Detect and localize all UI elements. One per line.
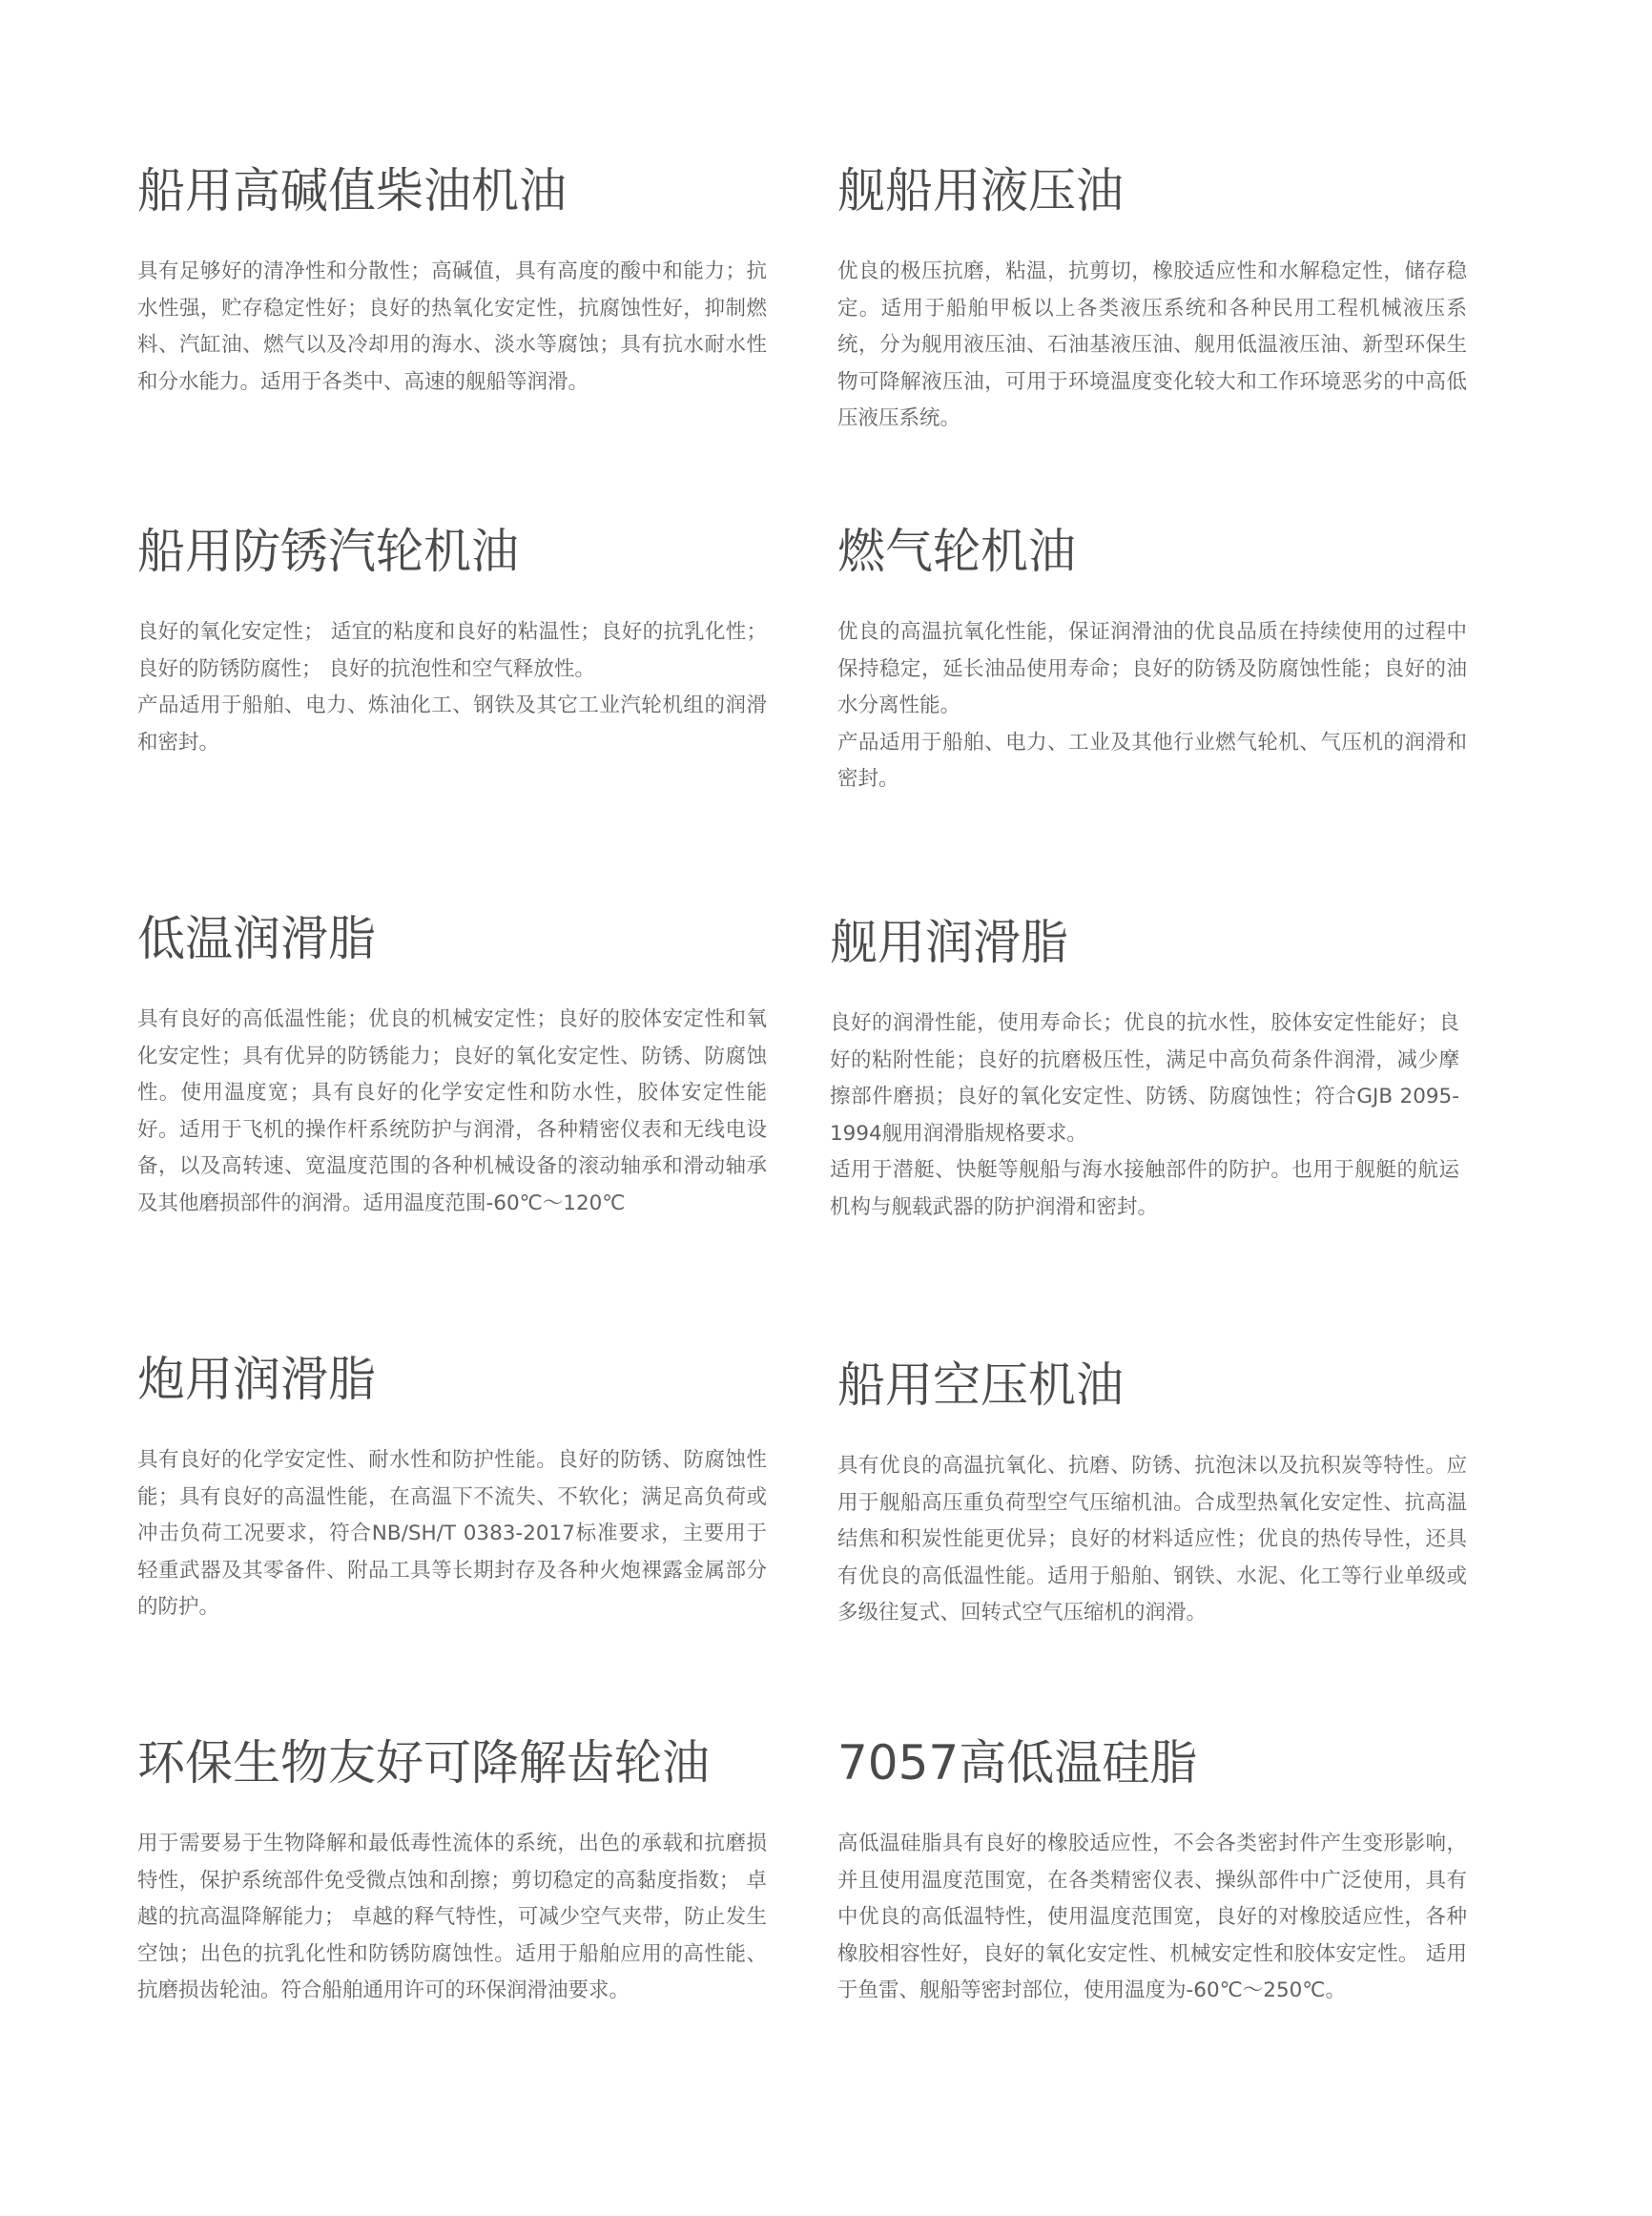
product-card-gear-oil xyxy=(137,1732,767,2010)
product-description xyxy=(137,1826,767,2010)
description-paragraph: 优良的高温抗氧化性能，保证润滑油的优良品质在持续使用的过程中保持稳定，延长油品使用寿命；良好的防锈及防腐蚀性能；良好的油水分离性能。 xyxy=(837,620,1467,717)
product-card-low-temp-grease xyxy=(137,908,767,1222)
product-description xyxy=(837,1448,1467,1632)
product-title: 7057高低温硅脂 xyxy=(837,1735,1198,1791)
description-paragraph: 产品适用于船舶、电力、工业及其他行业燃气轮机、气压机的润滑和密封。 xyxy=(837,730,1467,791)
description-paragraph: 良好的氧化安定性； 适宜的粘度和良好的粘温性；良好的抗乳化性； 良好的防锈防腐性； 良好的抗泡性和空气释放性。 xyxy=(137,620,767,681)
product-title: 船用防锈汽轮机油 xyxy=(137,524,519,579)
description-paragraph: 用于需要易于生物降解和最低毒性流体的系统，出色的承载和抗磨损特性，保护系统部件免受微点蚀和刮擦；剪切稳定的高黏度指数； 卓越的抗高温降解能力； 卓越的释气特性，可减少空气夹带，防止发生空蚀；出色的抗乳化性和防锈防腐蚀性。适用于船舶应用的高性能、抗磨损齿轮油。符合船舶通用许可的环保润滑油要求。 xyxy=(137,1832,767,2002)
product-title: 环保生物友好可降解齿轮油 xyxy=(137,1735,710,1791)
product-description xyxy=(137,1442,767,1626)
description-paragraph: 高低温硅脂具有良好的橡胶适应性，不会各类密封件产生变形影响，并且使用温度范围宽，在各类精密仪表、操纵部件中广泛使用，具有中优良的高低温特性，使用温度范围宽，良好的对橡胶适应性，各种橡胶相容性好，良好的氧化安定性、机械安定性和胶体安定性。 适用于鱼雷、舰船等密封部位，使用温度为-60℃～250℃。 xyxy=(837,1832,1467,2002)
product-description xyxy=(837,614,1467,798)
product-card-diesel-oil xyxy=(137,160,767,401)
product-description xyxy=(837,254,1467,438)
description-paragraph: 具有足够好的清净性和分散性；高碱值，具有高度的酸中和能力；抗水性强，贮存稳定性好；良好的热氧化安定性，抗腐蚀性好，抑制燃料、汽缸油、燃气以及冷却用的海水、淡水等腐蚀；具有抗水耐水性和分水能力。适用于各类中、高速的舰船等润滑。 xyxy=(137,259,767,394)
product-description xyxy=(830,1005,1459,1226)
product-description xyxy=(137,1002,767,1222)
product-card-compressor-oil xyxy=(837,1355,1467,1632)
product-title: 船用高碱值柴油机油 xyxy=(137,163,567,218)
product-card-gun-grease xyxy=(137,1349,767,1626)
product-card-turbine-oil xyxy=(137,521,767,761)
description-paragraph: 优良的极压抗磨，粘温，抗剪切，橡胶适应性和水解稳定性，储存稳定。适用于船舶甲板以上各类液压系统和各种民用工程机械液压系统，分为舰用液压油、石油基液压油、舰用低温液压油、新型环保生物可降解液压油，可用于环境温度变化较大和工作环境恶劣的中高低压液压系统。 xyxy=(837,259,1467,430)
description-paragraph: 良好的润滑性能，使用寿命长；优良的抗水性，胶体安定性能好；良好的粘附性能；良好的抗磨极压性，满足中高负荷条件润滑，减少摩擦部件磨损；良好的氧化安定性、防锈、防腐蚀性；符合GJB 2095-1994舰用润滑脂规格要求。 xyxy=(830,1011,1459,1146)
product-title: 船用空压机油 xyxy=(837,1357,1124,1413)
description-paragraph: 具有良好的高低温性能；优良的机械安定性；良好的胶体安定性和氧化安定性；具有优异的防锈能力；良好的氧化安定性、防锈、防腐蚀性。使用温度宽；具有良好的化学安定性和防水性，胶体安定性能好。适用于飞机的操作杆系统防护与润滑，各种精密仪表和无线电设备，以及高转速、宽温度范围的各种机械设备的滚动轴承和滑动轴承及其他磨损部件的润滑。适用温度范围-60℃～120℃ xyxy=(137,1007,767,1215)
product-description xyxy=(837,1826,1467,2010)
product-description xyxy=(137,614,767,761)
description-paragraph: 产品适用于船舶、电力、炼油化工、钢铁及其它工业汽轮机组的润滑和密封。 xyxy=(137,694,767,755)
description-paragraph: 适用于潜艇、快艇等舰船与海水接触部件的防护。也用于舰艇的航运机构与舰载武器的防护润滑和密封。 xyxy=(830,1158,1459,1219)
product-title: 炮用润滑脂 xyxy=(137,1352,376,1407)
product-card-gas-turbine-oil xyxy=(837,521,1467,798)
product-title: 低温润滑脂 xyxy=(137,911,376,966)
product-card-naval-grease xyxy=(830,912,1459,1226)
product-title: 舰船用液压油 xyxy=(837,163,1124,218)
product-card-silicone-grease xyxy=(837,1732,1467,2010)
product-description xyxy=(137,254,767,401)
product-title: 舰用润滑脂 xyxy=(830,915,1068,970)
product-title: 燃气轮机油 xyxy=(837,524,1076,579)
description-paragraph: 具有良好的化学安定性、耐水性和防护性能。良好的防锈、防腐蚀性能；具有良好的高温性能，在高温下不流失、不软化；满足高负荷或冲击负荷工况要求，符合NB/SH/T 0383-2017标准要求，主要用于轻重武器及其零备件、附品工具等长期封存及各种火炮裸露金属部分的防护。 xyxy=(137,1448,767,1619)
description-paragraph: 具有优良的高温抗氧化、抗磨、防锈、抗泡沫以及抗积炭等特性。应用于舰船高压重负荷型空气压缩机油。合成型热氧化安定性、抗高温结焦和积炭性能更优异；良好的材料适应性；优良的热传导性，还具有优良的高低温性能。适用于船舶、钢铁、水泥、化工等行业单级或多级往复式、回转式空气压缩机的润滑。 xyxy=(837,1454,1467,1625)
product-card-hydraulic-oil xyxy=(837,160,1467,438)
